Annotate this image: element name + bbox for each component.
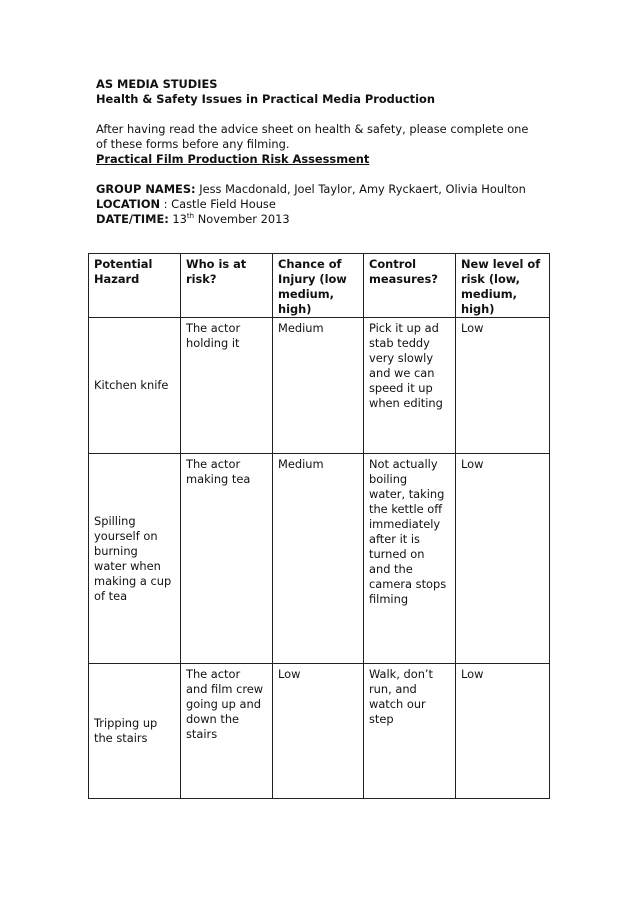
header-control-measures: Control measures? xyxy=(364,254,456,318)
new-risk-level-cell: Low xyxy=(456,454,550,664)
control-measures-cell: Walk, don’t run, and watch our step xyxy=(364,664,456,799)
header-who-at-risk: Who is at risk? xyxy=(181,254,273,318)
table-row xyxy=(89,664,550,799)
chance-cell: Low xyxy=(273,664,364,799)
control-measures-cell: Pick it up ad stab teddy very slowly and we can speed it up when editing xyxy=(364,318,456,454)
group-names-value: Jess Macdonald, Joel Taylor, Amy Ryckaert, Olivia Houlton xyxy=(195,182,526,196)
risk-assessment-table xyxy=(88,253,550,799)
group-names-line: GROUP NAMES: Jess Macdonald, Joel Taylor, Amy Ryckaert, Olivia Houlton xyxy=(96,182,526,196)
form-title: Practical Film Production Risk Assessment xyxy=(96,152,370,166)
document-subtitle: Health & Safety Issues in Practical Media Production xyxy=(96,92,435,106)
who-at-risk-cell: The actor and film crew going up and down the stairs xyxy=(181,664,273,799)
table-header-row xyxy=(89,254,550,318)
date-suffix: th xyxy=(186,212,195,220)
group-names-label: GROUP NAMES xyxy=(96,182,192,196)
control-measures-cell: Not actually boiling water, taking the kettle off immediately after it is turned on and the camera stops filming xyxy=(364,454,456,664)
hazard-cell xyxy=(89,318,181,454)
header-new-risk-level: New level of risk (low, medium, high) xyxy=(456,254,550,318)
who-at-risk-cell: The actor holding it xyxy=(181,318,273,454)
location-value: : Castle Field House xyxy=(160,197,276,211)
header-potential-hazard: Potential Hazard xyxy=(89,254,181,318)
hazard-cell xyxy=(89,454,181,664)
hazard-cell xyxy=(89,664,181,799)
new-risk-level-cell: Low xyxy=(456,318,550,454)
who-at-risk-cell: The actor making tea xyxy=(181,454,273,664)
chance-cell: Medium xyxy=(273,318,364,454)
new-risk-level-cell: Low xyxy=(456,664,550,799)
location-label: LOCATION xyxy=(96,197,161,211)
course-title: AS MEDIA STUDIES xyxy=(96,77,218,91)
hazard-text: Spilling yourself on burning water when making a cup of tea xyxy=(94,513,172,603)
chance-cell: Medium xyxy=(273,454,364,664)
datetime-line: DATE/TIME: 13th November 2013 xyxy=(96,212,290,226)
table-row xyxy=(89,454,550,664)
location-line xyxy=(96,197,556,212)
datetime-label: DATE/TIME xyxy=(96,212,165,226)
document-header xyxy=(96,77,556,227)
date-rest: November 2013 xyxy=(194,212,290,226)
table-row xyxy=(89,318,550,454)
instructions-line-1: After having read the advice sheet on health & safety, please complete one xyxy=(96,122,529,136)
hazard-text: Tripping up the stairs xyxy=(94,716,158,745)
date-day: 13 xyxy=(168,212,187,226)
hazard-text: Kitchen knife xyxy=(94,378,169,392)
instructions-line-2: of these forms before any filming. xyxy=(96,137,290,151)
header-chance-of-injury: Chance of Injury (low medium, high) xyxy=(273,254,364,318)
